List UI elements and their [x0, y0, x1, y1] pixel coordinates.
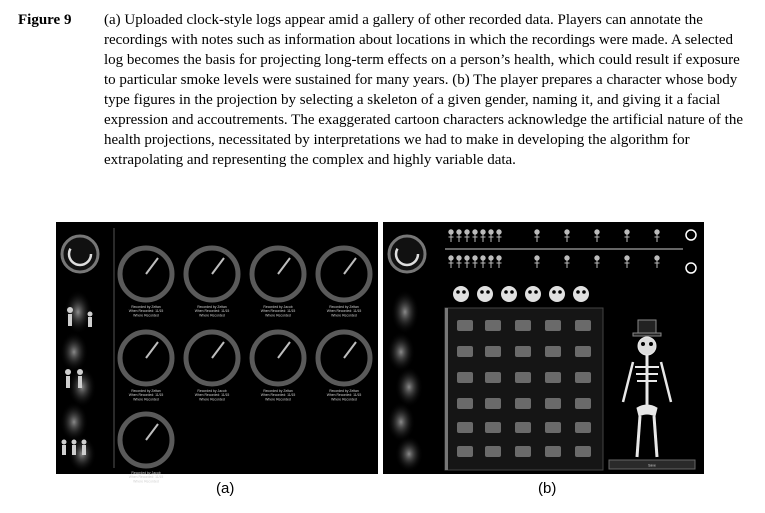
accessory-option[interactable]	[545, 422, 561, 433]
accessory-option[interactable]	[485, 320, 501, 331]
save-button-label: Save	[648, 463, 656, 468]
face-option[interactable]	[549, 286, 565, 302]
character-preview	[623, 320, 671, 457]
log-card-caption: Recorded by Zeltan	[263, 389, 293, 393]
log-card[interactable]	[120, 332, 172, 401]
subfigure-label-b: (b)	[538, 480, 557, 497]
face-option[interactable]	[453, 286, 469, 302]
accessory-option[interactable]	[515, 398, 531, 409]
figure-label: Figure 9	[18, 12, 72, 28]
skeleton-option[interactable]	[565, 230, 570, 242]
character-builder-view	[383, 222, 704, 474]
gender-female-icon[interactable]	[686, 263, 696, 273]
skeleton-option[interactable]	[497, 256, 502, 268]
log-card-caption: Recorded by Zeltan	[131, 305, 161, 309]
skeleton-option[interactable]	[565, 256, 570, 268]
log-card-caption: When Recorded: 11/15	[326, 309, 362, 314]
log-card-caption: Where Recorded	[265, 397, 291, 402]
subfigure-label-a: (a)	[216, 480, 235, 497]
accessory-option[interactable]	[457, 398, 473, 409]
log-card-caption: When Recorded: 11/15	[260, 393, 296, 398]
log-card[interactable]	[318, 248, 370, 317]
accessory-option[interactable]	[575, 372, 591, 383]
skeleton-row-top	[449, 230, 660, 242]
skeleton-option[interactable]	[481, 256, 486, 268]
log-gallery	[120, 248, 370, 483]
accessory-option[interactable]	[485, 398, 501, 409]
skeleton-option[interactable]	[595, 256, 600, 268]
skeleton-option[interactable]	[655, 230, 660, 242]
skeleton-row-bottom	[449, 256, 660, 268]
skeleton-option[interactable]	[625, 256, 630, 268]
log-card-caption: When Recorded: 11/15	[260, 309, 296, 314]
log-card[interactable]	[252, 248, 304, 317]
log-card-caption: Where Recorded	[199, 397, 225, 402]
face-expression-row	[453, 286, 589, 302]
log-card-caption: Where Recorded	[133, 313, 159, 318]
smoke-column	[387, 290, 423, 472]
skeleton-option[interactable]	[465, 256, 470, 268]
log-card-caption: When Recorded: 11/15	[194, 309, 230, 314]
log-card-caption: When Recorded: 11/15	[194, 393, 230, 398]
skeleton-option[interactable]	[489, 230, 494, 242]
log-card-caption: Recorded by Jacob	[197, 389, 227, 393]
accessory-option[interactable]	[545, 320, 561, 331]
accessory-option[interactable]	[485, 372, 501, 383]
log-card-caption: Where Recorded	[331, 313, 357, 318]
accessory-option[interactable]	[575, 320, 591, 331]
accessory-option[interactable]	[545, 398, 561, 409]
accessory-option[interactable]	[545, 446, 561, 457]
selected-log-icon[interactable]	[62, 236, 98, 272]
log-card-caption: Recorded by Zeltan	[329, 389, 359, 393]
accessory-grid	[445, 308, 603, 470]
skeleton-option[interactable]	[457, 230, 462, 242]
accessory-option[interactable]	[545, 372, 561, 383]
accessory-option[interactable]	[575, 446, 591, 457]
log-card-caption: Where Recorded	[199, 313, 225, 318]
accessory-option[interactable]	[515, 422, 531, 433]
accessory-option[interactable]	[457, 320, 473, 331]
skeleton-option[interactable]	[535, 230, 540, 242]
log-card-caption: When Recorded: 11/15	[326, 393, 362, 398]
skeleton-option[interactable]	[625, 230, 630, 242]
log-card[interactable]	[120, 414, 172, 483]
accessory-option[interactable]	[457, 422, 473, 433]
log-card[interactable]	[252, 332, 304, 401]
accessory-option[interactable]	[575, 422, 591, 433]
selected-log-icon[interactable]	[389, 236, 425, 272]
skeleton-option[interactable]	[465, 230, 470, 242]
accessory-option[interactable]	[515, 320, 531, 331]
log-card-caption: Where Recorded	[133, 479, 159, 484]
gender-male-icon[interactable]	[686, 230, 696, 240]
log-card-caption: When Recorded: 11/15	[128, 475, 164, 480]
log-card-caption: When Recorded: 11/15	[128, 393, 164, 398]
skeleton-option[interactable]	[535, 256, 540, 268]
log-card-caption: Recorded by Zeltan	[131, 389, 161, 393]
skeleton-option[interactable]	[497, 230, 502, 242]
log-card-caption: Recorded by Zeltan	[329, 305, 359, 309]
accessory-option[interactable]	[575, 398, 591, 409]
skeleton-option[interactable]	[473, 256, 478, 268]
log-card[interactable]	[318, 332, 370, 401]
accessory-option[interactable]	[515, 446, 531, 457]
skeleton-option[interactable]	[457, 256, 462, 268]
accessory-option[interactable]	[515, 372, 531, 383]
log-card-caption: Where Recorded	[331, 397, 357, 402]
skeleton-option[interactable]	[595, 230, 600, 242]
log-card[interactable]	[186, 248, 238, 317]
log-card-caption: Where Recorded	[133, 397, 159, 402]
screenshot-b	[383, 222, 704, 474]
skeleton-option[interactable]	[449, 256, 454, 268]
log-card-caption: Where Recorded	[265, 313, 291, 318]
accessory-option[interactable]	[545, 346, 561, 357]
face-option[interactable]	[501, 286, 517, 302]
face-option[interactable]	[477, 286, 493, 302]
skeleton-option[interactable]	[655, 256, 660, 268]
accessory-option[interactable]	[485, 346, 501, 357]
accessory-option[interactable]	[485, 446, 501, 457]
log-card[interactable]	[186, 332, 238, 401]
accessory-option[interactable]	[485, 422, 501, 433]
log-card[interactable]	[120, 248, 172, 317]
skeleton-option[interactable]	[473, 230, 478, 242]
figure-caption-text: (a) Uploaded clock-style logs appear amid a gallery of other recorded data. Players can annotate the recordings with notes such as information about locations in which the recordings were made. A selected log becomes the basis for projecting long-term effects on a person’s health, which could result if exposure to particular smoke levels were sustained for many years. (b) The player prepares a character whose body type figures in the projection by selecting a skeleton of a given gender, naming it, and giving it a facial expression and accoutrements. The exaggerated cartoon characters acknowledge the artificial nature of the health projections, necessitated by interpretations we had to make in developing the algorithm for extrapolating and representing the complex and highly variable data.	[104, 12, 744, 168]
log-card-caption: When Recorded: 11/15	[128, 309, 164, 314]
skeleton-option[interactable]	[489, 256, 494, 268]
skeleton-option[interactable]	[481, 230, 486, 242]
log-card-caption: Recorded by Zeltan	[197, 305, 227, 309]
accessory-scrollbar[interactable]	[445, 308, 448, 470]
accessory-option[interactable]	[575, 346, 591, 357]
accessory-option[interactable]	[515, 346, 531, 357]
log-card-caption: Recorded by Jacob	[263, 305, 293, 309]
screenshot-a	[56, 222, 378, 484]
accessory-option[interactable]	[457, 372, 473, 383]
gallery-view	[56, 222, 378, 484]
accessory-option[interactable]	[457, 446, 473, 457]
face-option[interactable]	[573, 286, 589, 302]
log-card-caption: Recorded by Jacob	[131, 471, 161, 475]
face-option[interactable]	[525, 286, 541, 302]
accessory-option[interactable]	[457, 346, 473, 357]
skeleton-option[interactable]	[449, 230, 454, 242]
